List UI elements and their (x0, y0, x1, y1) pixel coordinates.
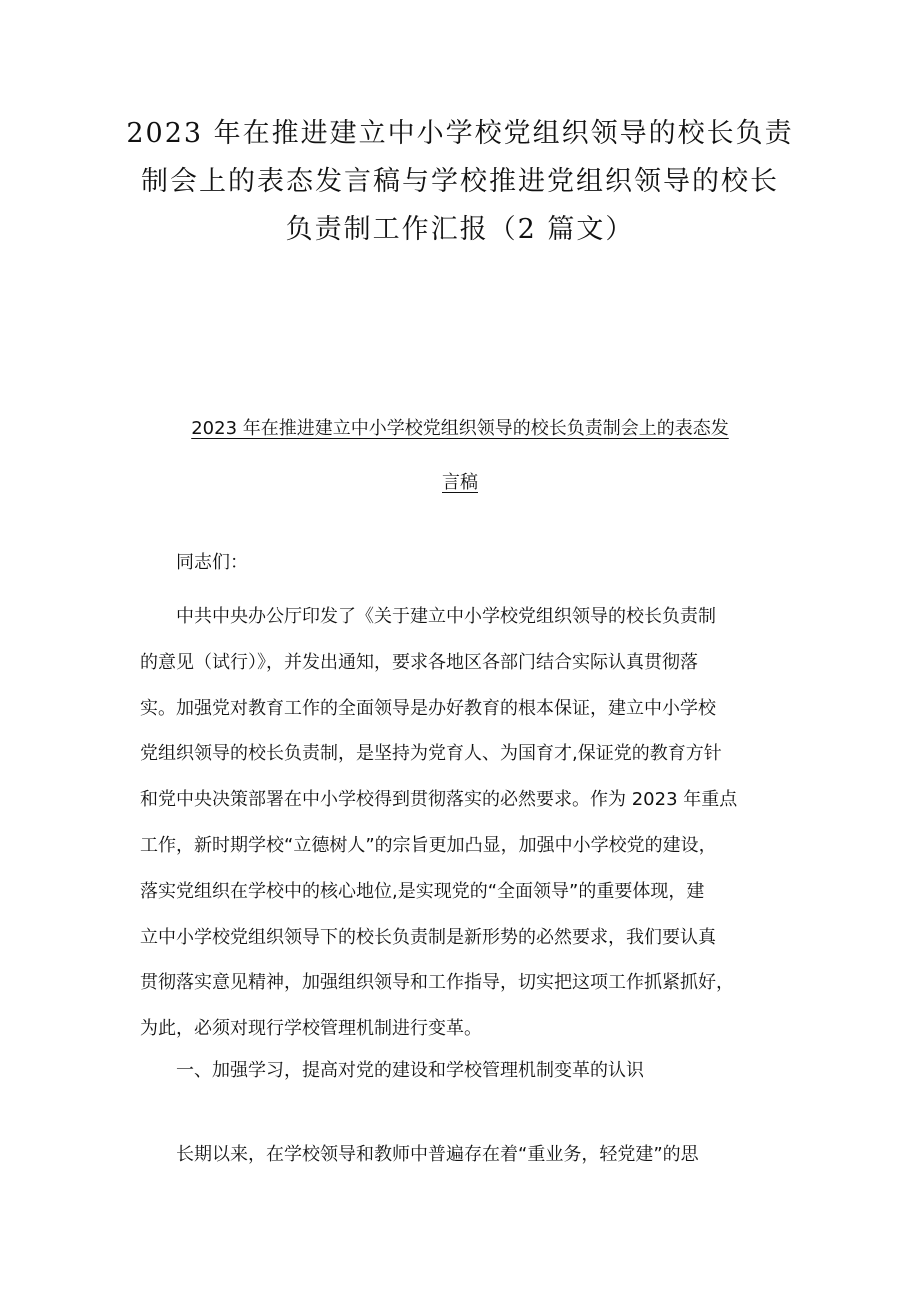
paragraph-1-line: 的意见（试行）》，并发出通知，要求各地区各部门结合实际认真贯彻落 (140, 651, 698, 673)
paragraph-1-line: 党组织领导的校长负责制，是坚持为党育人、为国育才,保证党的教育方针 (140, 743, 722, 765)
title-line-2: 制会上的表态发言稿与学校推进党组织领导的校长 (141, 166, 779, 197)
section-title (120, 402, 800, 510)
document-title (100, 110, 820, 254)
title-line-3: 负责制工作汇报（2 篇文） (285, 214, 635, 245)
paragraph-1-line: 贯彻落实意见精神，加强组织领导和工作指导，切实把这项工作抓紧抓好， (140, 972, 734, 994)
paragraph-1-line: 工作，新时期学校“立德树人”的宗旨更加凸显，加强中小学校党的建设， (140, 834, 717, 856)
section-heading-1: 一、加强学习，提高对党的建设和学校管理机制变革的认识 (176, 1060, 644, 1081)
paragraph-1-line: 和党中央决策部署在中小学校得到贯彻落实的必然要求。作为 2023 年重点 (140, 789, 738, 811)
paragraph-1-line: 落实党组织在学校中的核心地位,是实现党的“全面领导”的重要体现，建 (140, 880, 705, 902)
section-title-line-2: 言稿 (442, 472, 478, 493)
paragraph-1-line: 为此，必须对现行学校管理机制进行变革。 (140, 1018, 482, 1040)
greeting: 同志们： (176, 552, 248, 573)
paragraph-1-line: 立中小学校党组织领导下的校长负责制是新形势的必然要求，我们要认真 (140, 926, 716, 948)
paragraph-1-line: 中共中央办公厅印发了《关于建立中小学校党组织领导的校长负责制 (176, 606, 716, 627)
section-title-line-1: 2023 年在推进建立中小学校党组织领导的校长负责制会上的表态发 (191, 418, 729, 439)
paragraph-1-line: 实。加强党对教育工作的全面领导是办好教育的根本保证，建立中小学校 (140, 697, 716, 719)
title-line-1: 2023 年在推进建立中小学校党组织领导的校长负责 (126, 118, 794, 149)
paragraph-1 (140, 594, 790, 1052)
paragraph-2: 长期以来，在学校领导和教师中普遍存在着“重业务，轻党建”的思 (176, 1144, 699, 1165)
